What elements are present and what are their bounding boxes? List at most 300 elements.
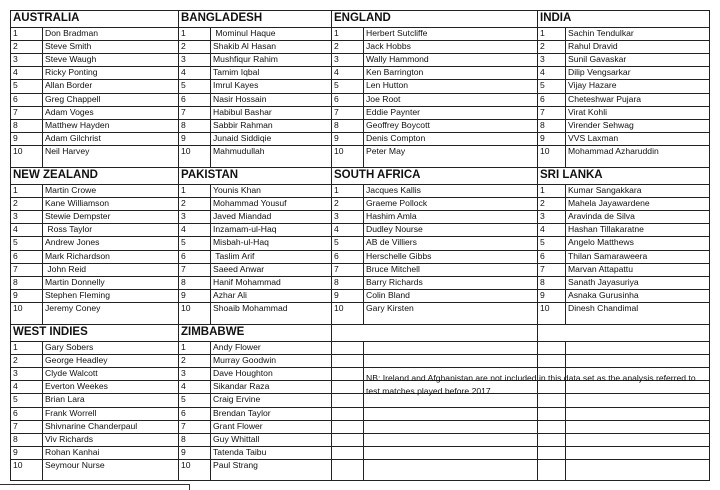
player-name: Rahul Dravid xyxy=(568,41,618,52)
player-row xyxy=(10,420,178,433)
player-name: Misbah-ul-Haq xyxy=(213,237,269,248)
player-row xyxy=(10,250,178,263)
player-name: Mominul Haque xyxy=(213,28,276,38)
country-header: PAKISTAN xyxy=(181,169,239,181)
player-row xyxy=(10,354,178,367)
player-name: Neil Harvey xyxy=(45,145,90,156)
player-name: Steve Waugh xyxy=(45,54,97,65)
grid-line xyxy=(565,184,566,324)
player-row xyxy=(178,289,331,302)
player-row xyxy=(537,302,710,315)
grid-line xyxy=(10,250,710,251)
player-name: Len Hutton xyxy=(366,80,409,91)
grid-line xyxy=(10,459,710,460)
grid-line xyxy=(10,119,710,120)
rank-number: 10 xyxy=(181,459,191,470)
player-row xyxy=(537,66,710,79)
player-row xyxy=(331,289,537,302)
rank-number: 9 xyxy=(13,446,18,457)
grid-line xyxy=(10,324,710,325)
grid-line xyxy=(10,93,710,94)
grid-line xyxy=(10,145,710,146)
rank-number: 8 xyxy=(334,119,339,130)
player-name: Jack Hobbs xyxy=(366,41,411,52)
rank-number: 3 xyxy=(13,368,18,379)
player-name: Tamim Iqbal xyxy=(213,67,260,78)
grid-line xyxy=(10,210,710,211)
player-row xyxy=(178,263,331,276)
section-south-africa xyxy=(331,167,537,324)
rank-number: 2 xyxy=(334,41,339,52)
player-row xyxy=(537,276,710,289)
player-name: Geoffrey Boycott xyxy=(366,119,430,130)
player-row xyxy=(178,145,331,158)
player-row xyxy=(178,367,331,380)
rank-number: 2 xyxy=(13,355,18,366)
rank-number: 6 xyxy=(540,93,545,104)
player-row xyxy=(178,93,331,106)
rank-number: 9 xyxy=(334,289,339,300)
rank-number: 2 xyxy=(13,198,18,209)
player-name: Jeremy Coney xyxy=(45,302,101,313)
grid-line xyxy=(10,341,710,342)
rank-number: 2 xyxy=(181,355,186,366)
grid-line xyxy=(178,10,179,481)
player-row xyxy=(10,27,178,40)
player-row xyxy=(331,106,537,119)
player-row xyxy=(10,197,178,210)
grid-line xyxy=(10,10,710,11)
rank-number: 7 xyxy=(181,263,186,274)
player-name: Greg Chappell xyxy=(45,93,101,104)
section-zimbabwe xyxy=(178,324,331,481)
player-name: Shakib Al Hasan xyxy=(213,41,277,52)
rank-number: 5 xyxy=(181,237,186,248)
player-row xyxy=(178,420,331,433)
player-name: VVS Laxman xyxy=(568,132,619,143)
ranking-table xyxy=(10,10,710,481)
player-name: Dudley Nourse xyxy=(366,224,423,235)
rank-number: 4 xyxy=(181,224,186,235)
player-row xyxy=(10,367,178,380)
rank-number: 7 xyxy=(13,263,18,274)
player-name: Wally Hammond xyxy=(366,54,429,65)
player-name: Nasir Hossain xyxy=(213,93,267,104)
rank-number: 4 xyxy=(540,67,545,78)
player-name: Rohan Kanhai xyxy=(45,446,100,457)
player-name: Graeme Pollock xyxy=(366,198,428,209)
player-name: Sachin Tendulkar xyxy=(568,28,634,38)
player-name: Martin Donnelly xyxy=(45,276,105,287)
rank-number: 8 xyxy=(181,119,186,130)
rank-number: 8 xyxy=(540,119,545,130)
player-row xyxy=(331,119,537,132)
player-row xyxy=(178,223,331,236)
player-row xyxy=(178,459,331,472)
grid-line xyxy=(10,132,710,133)
grid-line xyxy=(10,79,710,80)
grid-line xyxy=(10,276,710,277)
player-name: Shoaib Mohammad xyxy=(213,302,288,313)
section-new-zealand xyxy=(10,167,178,324)
player-row xyxy=(10,407,178,420)
player-row xyxy=(178,276,331,289)
section-australia xyxy=(10,10,178,167)
player-name: Viv Richards xyxy=(45,433,94,444)
grid-line xyxy=(10,223,710,224)
country-header: WEST INDIES xyxy=(13,326,88,338)
grid-line xyxy=(210,184,211,324)
country-header: NEW ZEALAND xyxy=(13,169,98,181)
player-name: Jacques Kallis xyxy=(366,185,421,195)
rank-number: 8 xyxy=(181,276,186,287)
grid-line xyxy=(10,302,710,303)
cropped-footer-text xyxy=(0,484,190,490)
player-name: Bruce Mitchell xyxy=(366,263,420,274)
rank-number: 9 xyxy=(181,289,186,300)
player-row xyxy=(10,184,178,197)
country-header: ENGLAND xyxy=(334,12,391,24)
player-name: Mark Richardson xyxy=(45,250,110,261)
player-name: Mahela Jayawardene xyxy=(568,198,650,209)
player-name: Stewie Dempster xyxy=(45,211,111,222)
section-west-indies xyxy=(10,324,178,481)
player-row xyxy=(10,132,178,145)
grid-line xyxy=(10,289,710,290)
player-name: Aravinda de Silva xyxy=(568,211,635,222)
player-name: Younis Khan xyxy=(213,185,261,195)
player-name: Junaid Siddiqie xyxy=(213,132,272,143)
exclusion-note: NB: Ireland and Afghanistan are not included in this data set as the analysis referred to test matches played before 2017. xyxy=(366,373,696,396)
rank-number: 5 xyxy=(540,237,545,248)
rank-number: 10 xyxy=(13,145,23,156)
rank-number: 6 xyxy=(181,407,186,418)
rank-number: 9 xyxy=(334,132,339,143)
player-name: Saeed Anwar xyxy=(213,263,265,274)
player-name: Kane Williamson xyxy=(45,198,109,209)
rank-number: 8 xyxy=(181,433,186,444)
player-name: Allan Border xyxy=(45,80,93,91)
rank-number: 7 xyxy=(334,106,339,117)
player-name: Martin Crowe xyxy=(45,185,97,195)
player-name: Everton Weekes xyxy=(45,381,108,392)
player-name: Sanath Jayasuriya xyxy=(568,276,639,287)
player-name: Hashim Amla xyxy=(366,211,417,222)
grid-line xyxy=(363,341,364,481)
player-row xyxy=(10,289,178,302)
player-name: Dinesh Chandimal xyxy=(568,302,639,313)
rank-number: 9 xyxy=(540,132,545,143)
player-row xyxy=(10,459,178,472)
player-name: Seymour Nurse xyxy=(45,459,105,470)
player-name: Ken Barrington xyxy=(366,67,424,78)
player-row xyxy=(178,341,331,354)
rank-number: 7 xyxy=(181,420,186,431)
grid-line xyxy=(42,341,43,481)
player-row xyxy=(178,40,331,53)
rank-number: 2 xyxy=(334,198,339,209)
player-row xyxy=(10,393,178,406)
grid-line xyxy=(565,27,566,167)
grid-line xyxy=(10,446,710,447)
player-name: Angelo Matthews xyxy=(568,237,634,248)
player-name: Herschelle Gibbs xyxy=(366,250,432,261)
player-row xyxy=(178,53,331,66)
player-row xyxy=(178,354,331,367)
grid-line xyxy=(42,27,43,167)
player-name: Thilan Samaraweera xyxy=(568,250,648,261)
player-row xyxy=(537,27,710,40)
player-row xyxy=(10,106,178,119)
rank-number: 7 xyxy=(13,420,18,431)
player-row xyxy=(331,93,537,106)
rank-number: 1 xyxy=(13,185,18,195)
rank-number: 10 xyxy=(334,302,344,313)
player-name: Marvan Attapattu xyxy=(568,263,633,274)
rank-number: 3 xyxy=(13,54,18,65)
player-name: Taslim Arif xyxy=(213,250,255,261)
country-header: SOUTH AFRICA xyxy=(334,169,421,181)
player-row xyxy=(331,276,537,289)
rank-number: 9 xyxy=(181,132,186,143)
grid-line xyxy=(10,167,710,168)
grid-line xyxy=(10,480,710,481)
rank-number: 3 xyxy=(540,211,545,222)
player-name: Brendan Taylor xyxy=(213,407,271,418)
rank-number: 6 xyxy=(181,250,186,261)
player-row xyxy=(331,236,537,249)
player-name: Dilip Vengsarkar xyxy=(568,67,631,78)
country-header: SRI LANKA xyxy=(540,169,603,181)
player-name: Sabbir Rahman xyxy=(213,119,273,130)
rank-number: 1 xyxy=(540,185,545,195)
rank-number: 5 xyxy=(334,237,339,248)
rank-number: 8 xyxy=(13,433,18,444)
player-row xyxy=(331,210,537,223)
rank-number: 2 xyxy=(13,41,18,52)
player-name: Javed Miandad xyxy=(213,211,272,222)
player-row xyxy=(10,236,178,249)
section-pakistan xyxy=(178,167,331,324)
player-row xyxy=(537,184,710,197)
player-name: Denis Compton xyxy=(366,132,426,143)
grid-line xyxy=(10,184,710,185)
grid-line xyxy=(709,10,710,481)
grid-line xyxy=(10,106,710,107)
rank-number: 7 xyxy=(540,106,545,117)
player-row xyxy=(178,66,331,79)
rank-number: 10 xyxy=(540,302,550,313)
player-name: Tatenda Taibu xyxy=(213,446,267,457)
rank-number: 1 xyxy=(540,28,545,38)
player-name: Grant Flower xyxy=(213,420,263,431)
player-name: Inzamam-ul-Haq xyxy=(213,224,277,235)
player-row xyxy=(178,433,331,446)
player-name: Kumar Sangakkara xyxy=(568,185,642,195)
rank-number: 1 xyxy=(13,342,18,352)
grid-line xyxy=(10,27,710,28)
rank-number: 7 xyxy=(334,263,339,274)
rank-number: 10 xyxy=(181,145,191,156)
grid-line xyxy=(537,10,538,481)
rank-number: 8 xyxy=(334,276,339,287)
player-row xyxy=(537,223,710,236)
player-row xyxy=(10,53,178,66)
rank-number: 4 xyxy=(334,224,339,235)
rank-number: 6 xyxy=(13,250,18,261)
player-name: Eddie Paynter xyxy=(366,106,420,117)
rank-number: 1 xyxy=(181,185,186,195)
player-row xyxy=(331,302,537,315)
player-row xyxy=(178,27,331,40)
player-name: Azhar Ali xyxy=(213,289,247,300)
player-name: Hanif Mohammad xyxy=(213,276,281,287)
player-row xyxy=(537,145,710,158)
player-name: Virender Sehwag xyxy=(568,119,634,130)
section-sri-lanka xyxy=(537,167,710,324)
player-row xyxy=(537,263,710,276)
player-name: Virat Kohli xyxy=(568,106,608,117)
grid-line xyxy=(363,27,364,167)
rank-number: 8 xyxy=(540,276,545,287)
rank-number: 8 xyxy=(13,276,18,287)
player-row xyxy=(178,184,331,197)
rank-number: 8 xyxy=(13,119,18,130)
rank-number: 5 xyxy=(334,80,339,91)
player-name: Stephen Fleming xyxy=(45,289,110,300)
player-name: Andy Flower xyxy=(213,342,261,352)
country-header: BANGLADESH xyxy=(181,12,263,24)
player-row xyxy=(331,40,537,53)
rank-number: 1 xyxy=(181,342,186,352)
player-row xyxy=(331,184,537,197)
grid-line xyxy=(10,10,11,481)
rank-number: 6 xyxy=(334,93,339,104)
player-name: Matthew Hayden xyxy=(45,119,110,130)
player-row xyxy=(10,433,178,446)
rank-number: 1 xyxy=(334,28,339,38)
rank-number: 3 xyxy=(334,54,339,65)
player-name: Cheteshwar Pujara xyxy=(568,93,642,104)
rank-number: 4 xyxy=(181,381,186,392)
rank-number: 10 xyxy=(13,302,23,313)
rank-number: 10 xyxy=(540,145,550,156)
grid-line xyxy=(565,341,566,481)
player-row xyxy=(331,79,537,92)
rank-number: 7 xyxy=(540,263,545,274)
player-row xyxy=(178,380,331,393)
player-row xyxy=(331,66,537,79)
player-row xyxy=(178,210,331,223)
grid-line xyxy=(331,10,332,481)
grid-line xyxy=(10,354,710,355)
player-row xyxy=(537,93,710,106)
player-row xyxy=(10,223,178,236)
player-name: Steve Smith xyxy=(45,41,92,52)
player-row xyxy=(178,446,331,459)
country-header: INDIA xyxy=(540,12,572,24)
grid-line xyxy=(363,184,364,324)
player-name: Andrew Jones xyxy=(45,237,100,248)
rank-number: 1 xyxy=(334,185,339,195)
rank-number: 4 xyxy=(13,381,18,392)
player-row xyxy=(178,250,331,263)
section-bangladesh xyxy=(178,10,331,167)
player-row xyxy=(537,53,710,66)
rank-number: 6 xyxy=(181,93,186,104)
player-row xyxy=(10,263,178,276)
player-row xyxy=(178,106,331,119)
rank-number: 5 xyxy=(13,237,18,248)
player-row xyxy=(178,119,331,132)
player-row xyxy=(10,79,178,92)
player-row xyxy=(10,446,178,459)
player-name: Ross Taylor xyxy=(45,224,93,235)
player-name: Colin Bland xyxy=(366,289,410,300)
player-row xyxy=(10,66,178,79)
grid-line xyxy=(10,197,710,198)
player-row xyxy=(10,119,178,132)
rank-number: 4 xyxy=(334,67,339,78)
player-name: Peter May xyxy=(366,145,406,156)
rank-number: 6 xyxy=(334,250,339,261)
player-row xyxy=(10,210,178,223)
grid-line xyxy=(10,420,710,421)
player-row xyxy=(10,302,178,315)
player-row xyxy=(178,79,331,92)
player-row xyxy=(537,40,710,53)
player-name: Clyde Walcott xyxy=(45,368,98,379)
player-row xyxy=(331,53,537,66)
rank-number: 5 xyxy=(181,394,186,405)
rank-number: 3 xyxy=(540,54,545,65)
player-row xyxy=(331,132,537,145)
player-row xyxy=(331,27,537,40)
rank-number: 4 xyxy=(13,67,18,78)
player-name: Frank Worrell xyxy=(45,407,97,418)
rank-number: 4 xyxy=(540,224,545,235)
player-name: Murray Goodwin xyxy=(213,355,277,366)
rank-number: 2 xyxy=(540,198,545,209)
rank-number: 5 xyxy=(13,80,18,91)
player-name: Hashan Tillakaratne xyxy=(568,224,644,235)
player-row xyxy=(537,119,710,132)
rank-number: 6 xyxy=(13,407,18,418)
player-name: Adam Voges xyxy=(45,106,94,117)
grid-line xyxy=(10,407,710,408)
player-row xyxy=(537,106,710,119)
rank-number: 2 xyxy=(540,41,545,52)
player-row xyxy=(537,132,710,145)
rank-number: 9 xyxy=(13,289,18,300)
player-name: Adam Gilchrist xyxy=(45,132,101,143)
player-row xyxy=(10,341,178,354)
rank-number: 10 xyxy=(181,302,191,313)
rank-number: 1 xyxy=(181,28,186,38)
player-name: John Reid xyxy=(45,263,87,274)
player-name: Asnaka Gurusinha xyxy=(568,289,639,300)
player-name: Mohammad Azharuddin xyxy=(568,145,659,156)
rank-number: 4 xyxy=(181,67,186,78)
rank-number: 7 xyxy=(13,106,18,117)
player-row xyxy=(178,407,331,420)
rank-number: 3 xyxy=(13,211,18,222)
grid-line xyxy=(10,263,710,264)
player-row xyxy=(331,263,537,276)
grid-line xyxy=(210,341,211,481)
rank-number: 9 xyxy=(181,446,186,457)
grid-line xyxy=(10,66,710,67)
